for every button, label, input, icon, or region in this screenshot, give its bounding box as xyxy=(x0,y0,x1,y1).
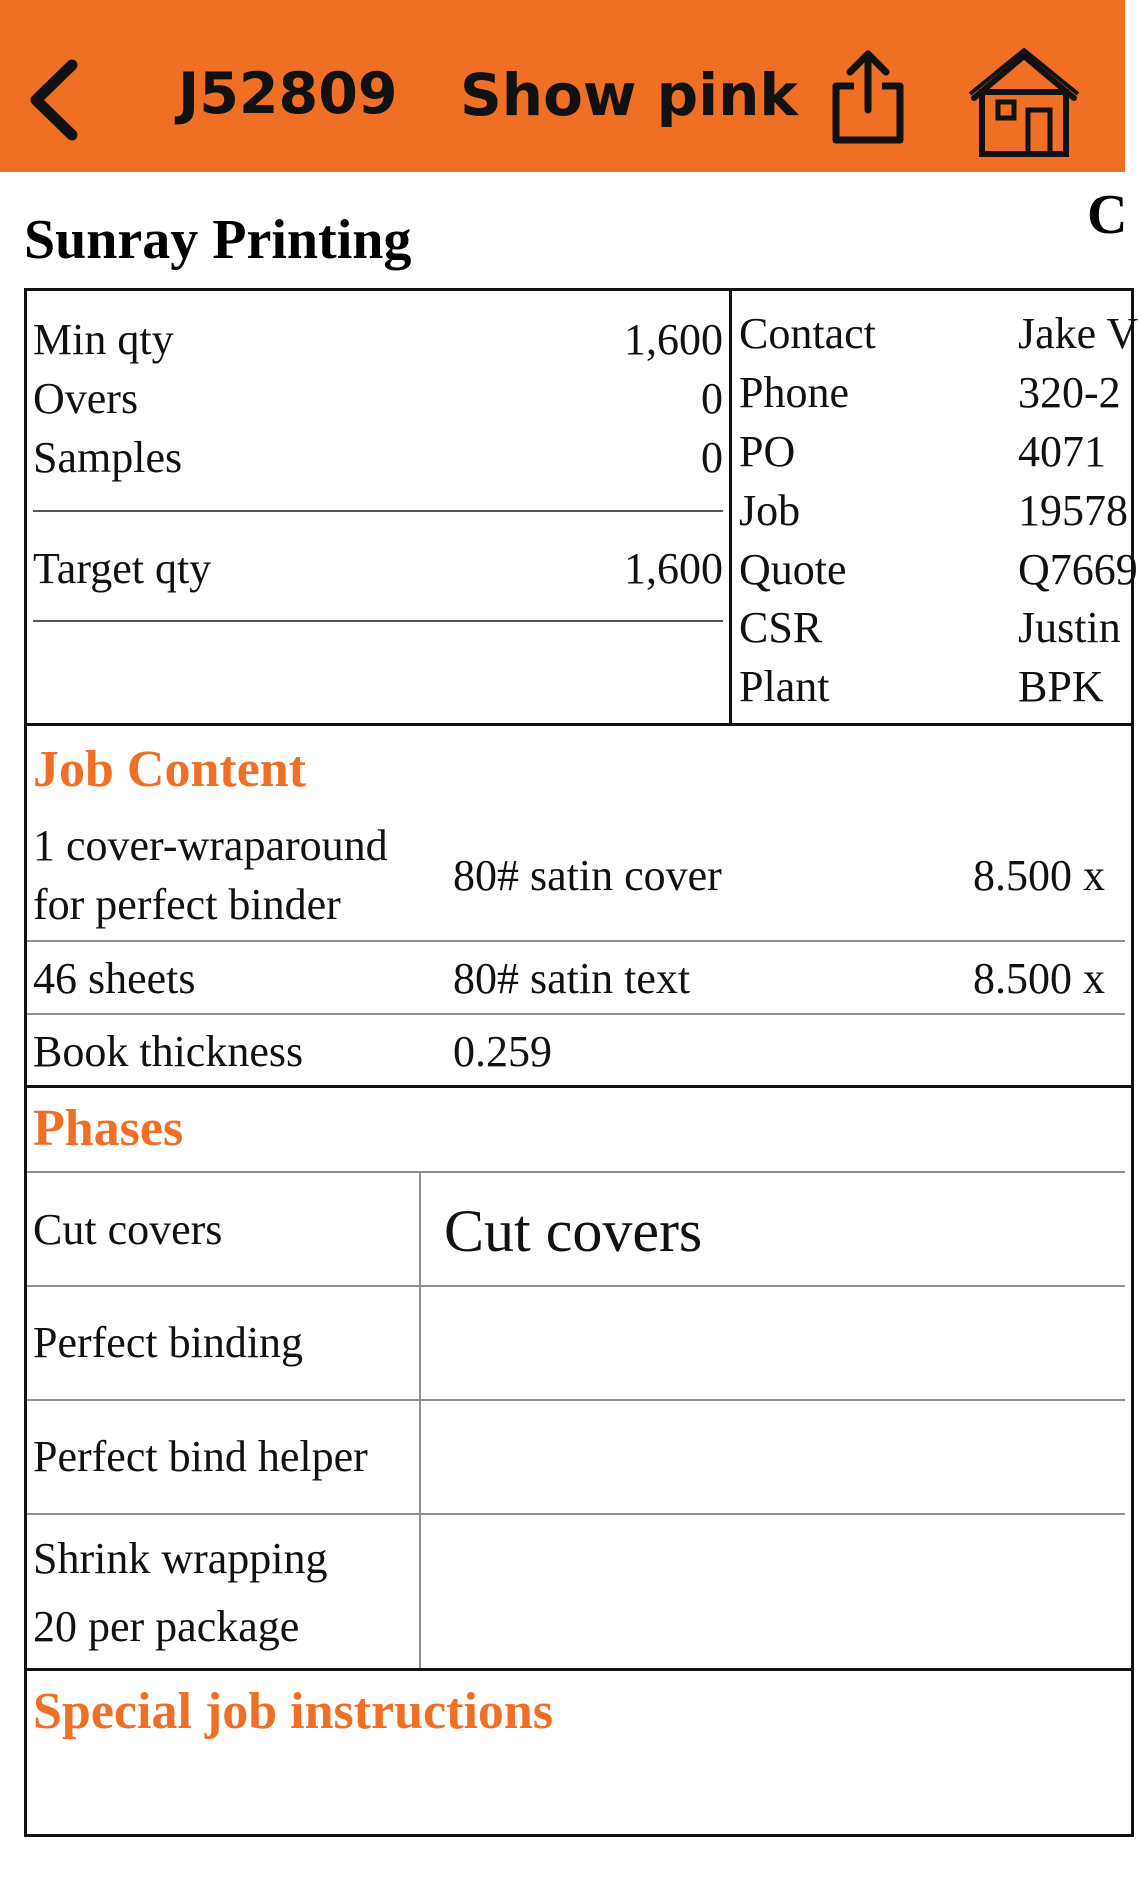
content-row-1-size: 8.500 x xyxy=(973,851,1105,900)
min-qty-value: 1,600 xyxy=(624,315,723,364)
content-row-3-value: 0.259 xyxy=(453,1027,552,1076)
po-label: PO xyxy=(739,427,796,476)
phase-1-name: Cut covers xyxy=(33,1205,223,1254)
phone-label: Phone xyxy=(739,368,849,417)
quote-value: Q7669 xyxy=(1018,545,1138,594)
phases-heading: Phases xyxy=(33,1100,184,1157)
quote-label: Quote xyxy=(739,545,847,594)
content-row-3-desc: Book thickness xyxy=(33,1027,304,1076)
contact-value: Jake V xyxy=(1018,309,1138,358)
chevron-left-icon[interactable] xyxy=(22,55,92,145)
phases-divider-2 xyxy=(27,1399,1125,1401)
plant-label: Plant xyxy=(739,662,830,711)
samples-label: Samples xyxy=(33,433,183,482)
qty-divider-2 xyxy=(33,620,723,622)
target-qty-value: 1,600 xyxy=(624,544,723,593)
company-name: Sunray Printing xyxy=(24,209,412,271)
content-row-1-desc-line2: for perfect binder xyxy=(33,880,341,929)
min-qty-label: Min qty xyxy=(33,315,174,364)
special-instructions-heading: Special job instructions xyxy=(33,1683,554,1740)
content-row-2-size: 8.500 x xyxy=(973,954,1105,1003)
job-id-title: J52809 xyxy=(178,61,398,127)
share-icon[interactable] xyxy=(828,48,908,148)
phase-3-name: Perfect bind helper xyxy=(33,1432,368,1481)
phase-4-name-line2: 20 per package xyxy=(33,1602,300,1651)
job-content-heading: Job Content xyxy=(33,741,307,798)
content-divider-1 xyxy=(27,940,1125,942)
phase-2-name: Perfect binding xyxy=(33,1318,304,1367)
po-value: 4071 xyxy=(1018,427,1106,476)
plant-value: BPK xyxy=(1018,662,1104,711)
contact-label: Contact xyxy=(739,309,876,358)
phases-divider-1 xyxy=(27,1285,1125,1287)
phases-divider-top xyxy=(27,1171,1125,1173)
phone-value[interactable]: 320-2 xyxy=(1018,368,1121,417)
job-value: 19578 xyxy=(1018,486,1128,535)
home-icon[interactable] xyxy=(968,48,1080,160)
overs-label: Overs xyxy=(33,374,139,423)
content-divider-2 xyxy=(27,1013,1125,1015)
target-qty-label: Target qty xyxy=(33,544,212,593)
csr-value: Justin xyxy=(1018,603,1121,652)
show-pink-button[interactable]: Show pink xyxy=(460,61,798,129)
content-row-2-desc: 46 sheets xyxy=(33,954,196,1003)
samples-value: 0 xyxy=(701,433,723,482)
job-label: Job xyxy=(739,486,801,535)
summary-divider xyxy=(729,288,732,726)
top-bar xyxy=(0,0,1125,172)
phases-divider-3 xyxy=(27,1513,1125,1515)
content-row-2-paper: 80# satin text xyxy=(453,954,691,1003)
content-row-1-desc-line1: 1 cover-wraparound xyxy=(33,821,388,870)
csr-label: CSR xyxy=(739,603,823,652)
overs-value: 0 xyxy=(701,374,723,423)
phase-4-name-line1: Shrink wrapping xyxy=(33,1534,328,1583)
clipped-heading: C xyxy=(1087,184,1128,246)
phase-1-detail: Cut covers xyxy=(444,1198,703,1264)
qty-divider xyxy=(33,510,723,512)
phases-column-divider xyxy=(419,1172,421,1669)
content-row-1-paper: 80# satin cover xyxy=(453,851,722,900)
